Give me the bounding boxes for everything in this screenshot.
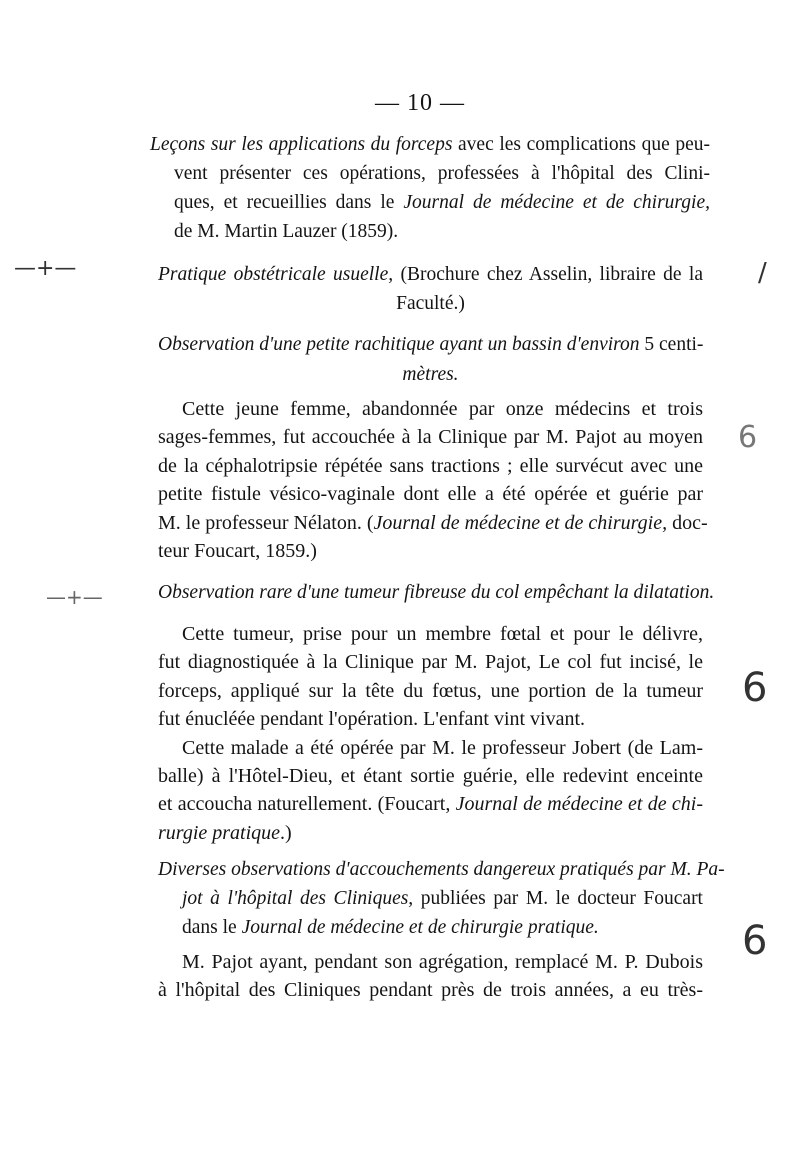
paragraph-pajot: M. Pajot ayant, pendant son agrégation, remplacé M. P. Dubois à l'hôpital des Cliniques pendant près de trois années, a eu très-	[158, 951, 703, 1002]
observation-tumeur-title: Observation rare d'une tumeur fibreuse du col empêchant la dilatation.	[158, 582, 715, 603]
page-number: — 10 —	[375, 90, 465, 116]
paragraph-rachitique: Cette jeune femme, abandonnée par onze médecins et trois sages-femmes, fut accouchée à la Clinique par M. Pajot au moyen de la céphalotripsie répétée sans tractions ; elle survécut avec une petite fistule vésico-vaginale dont elle a été opérée et guérie par M. le professeur Nélaton. (Journal de médecine et de chirurgie, doc- teur Foucart, 1859.)	[158, 398, 708, 563]
entry-title: Pratique obstétricale usuelle,	[158, 264, 394, 285]
margin-number-mark: 6	[742, 665, 768, 711]
bibliography-entry-pratique: Pratique obstétricale usuelle, (Brochure chez Asselin, libraire de la Faculté.)	[158, 264, 703, 314]
margin-slash-mark: /	[758, 258, 767, 288]
observation-rachitique: Observation d'une petite rachitique ayant un bassin d'environ 5 centi- mètres.	[158, 334, 704, 385]
entry-title: Leçons sur les applications du forceps	[150, 134, 453, 155]
margin-cross-mark: —+—	[14, 256, 77, 281]
observations-diverses-title: Diverses observations d'accouchements dangereux pratiqués par M. Pa- jot à l'hôpital des Cliniques, publiées par M. le docteur Foucart dans le Journal de médecine et de chirurgie pratique.	[158, 859, 725, 938]
bibliography-entry-lecons: Leçons sur les applications du forceps avec les complications que peu- vent présenter ces opérations, professées à l'hôpital des Clini- ques, et recueillies dans le Journal de médecine et de chirurgie, de M. Martin Lauzer (1859).	[150, 134, 710, 242]
paragraph-tumeur: Cette tumeur, prise pour un membre fœtal et pour le délivre, fut diagnostiquée à la Clinique par M. Pajot, Le col fut incisé, le forceps, appliqué sur la tête du fœtus, une portion de la tumeur fut énucléée pendant l'opération. L'enfant vint vivant. Cette malade a été opérée par M. le professeur Jobert (de Lam- balle) à l'Hôtel-Dieu, et étant sortie guérie, elle redevint enceinte et accoucha naturellement. (Foucart, Journal de médecine et de chi- rurgie pratique.)	[158, 623, 703, 844]
margin-number-mark: 6	[742, 918, 768, 964]
margin-cross-mark: —+—	[46, 585, 103, 609]
margin-number-mark: 6	[738, 420, 758, 455]
entry-title: Observation d'une petite rachitique ayant un bassin d'environ	[158, 334, 640, 355]
